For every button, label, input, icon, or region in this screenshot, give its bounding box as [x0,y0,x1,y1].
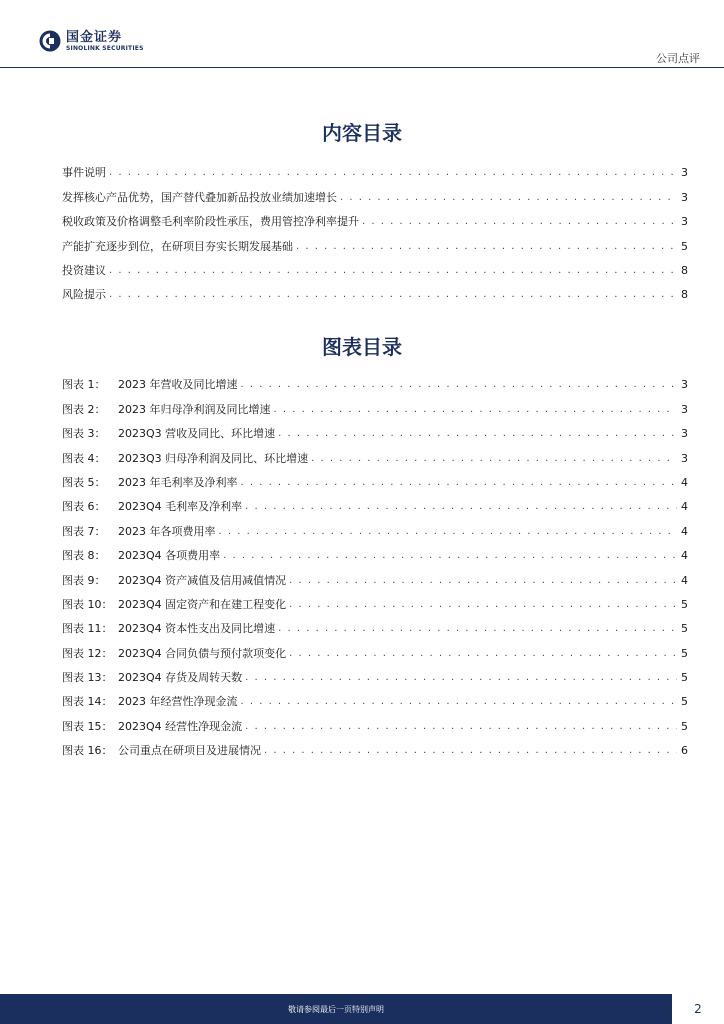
toc-entry-page: 6 [681,744,688,758]
toc-entry-number: 图表 8： [62,549,106,563]
toc-entry[interactable] [62,254,688,278]
toc-entry[interactable] [62,180,688,204]
toc-entry-page: 5 [681,671,688,685]
toc-leader-dots [296,242,677,252]
figures-list [62,368,688,758]
toc-entry-label [62,191,337,205]
toc-entry-page: 4 [681,475,688,489]
toc-entry[interactable] [62,490,688,514]
toc-leader-dots [311,454,677,464]
toc-entry-label [62,549,220,563]
toc-entry-text: 2023 年经营性净现金流 [118,695,238,709]
header-divider [0,67,724,68]
toc-entry-label [62,695,238,709]
figures-title: 图表目录 [322,335,402,359]
toc-entry-label [62,403,271,417]
toc-entry-text: 2023Q3 归母净利润及同比、环比增速 [118,451,309,465]
toc-entry-label [62,264,106,278]
toc-entry-page: 4 [681,524,688,538]
toc-entry[interactable] [62,514,688,538]
toc-entry-text: 2023Q4 毛利率及净利率 [118,500,243,514]
contents-list [62,156,688,302]
contents-title: 内容目录 [322,121,402,145]
toc-entry-page: 3 [681,166,688,180]
toc-leader-dots [223,551,677,561]
toc-entry-page: 3 [681,427,688,441]
toc-leader-dots [289,649,677,659]
toc-leader-dots [109,266,677,276]
toc-leader-dots [278,624,677,634]
toc-entry-text: 2023Q4 资产减值及信用减值情况 [118,573,287,587]
toc-entry[interactable] [62,661,688,685]
toc-entry-text: 2023Q4 存货及周转天数 [118,671,243,685]
toc-entry-text: 2023Q3 营收及同比、环比增速 [118,427,276,441]
toc-leader-dots [264,746,677,756]
toc-entry-label [62,671,242,685]
toc-entry-label [62,378,238,392]
toc-entry-page: 5 [681,646,688,660]
toc-entry-text: 2023Q4 资本性支出及同比增速 [118,622,276,636]
toc-entry-label [62,288,106,302]
toc-entry-text: 事件说明 [62,166,106,180]
toc-entry[interactable] [62,709,688,733]
toc-entry-number: 图表 15： [62,719,113,733]
toc-entry-page: 8 [681,263,688,277]
toc-entry[interactable] [62,636,688,660]
toc-entry[interactable] [62,685,688,709]
toc-entry-page: 4 [681,500,688,514]
toc-entry-page: 3 [681,402,688,416]
toc-entry-page: 4 [681,573,688,587]
toc-leader-dots [289,576,677,586]
footer-notice: 敬请参阅最后一页特别声明 [0,994,672,1024]
toc-entry-label [62,720,242,734]
toc-entry-page: 3 [681,215,688,229]
toc-leader-dots [340,193,677,203]
toc-leader-dots [241,380,678,390]
toc-entry-number: 图表 1： [62,378,106,392]
toc-entry-text: 2023 年归母净利润及同比增速 [118,402,271,416]
toc-entry-label [62,452,308,466]
toc-entry-number: 图表 6： [62,500,106,514]
toc-entry[interactable] [62,417,688,441]
toc-entry-text: 风险提示 [62,288,106,302]
toc-entry-text: 公司重点在研项目及进展情况 [118,744,261,758]
toc-entry-number: 图表 9： [62,573,106,587]
toc-entry-label [62,525,216,539]
toc-entry[interactable] [62,392,688,416]
toc-entry-number: 图表 7： [62,524,106,538]
toc-leader-dots [241,697,678,707]
toc-entry[interactable] [62,612,688,636]
toc-entry-page: 3 [681,190,688,204]
toc-entry[interactable] [62,539,688,563]
toc-leader-dots [241,478,678,488]
toc-entry-label [62,215,359,229]
toc-entry-page: 3 [681,378,688,392]
toc-leader-dots [289,600,677,610]
toc-entry[interactable] [62,441,688,465]
toc-entry[interactable] [62,205,688,229]
toc-entry-number: 图表 3： [62,427,106,441]
page-footer [0,994,724,1024]
toc-entry-label [62,744,261,758]
page-header [0,0,724,70]
toc-entry-page: 5 [681,622,688,636]
toc-entry-number: 图表 11： [62,622,113,636]
toc-entry-label [62,427,275,441]
toc-leader-dots [245,502,677,512]
toc-entry[interactable] [62,156,688,180]
toc-entry-text: 发挥核心产品优势，国产替代叠加新品投放业绩加速增长 [62,190,337,204]
toc-entry-text: 2023Q4 各项费用率 [118,549,221,563]
toc-leader-dots [109,168,677,178]
toc-entry[interactable] [62,734,688,758]
toc-entry-label [62,476,238,490]
toc-entry-page: 5 [681,597,688,611]
toc-entry[interactable] [62,588,688,612]
toc-entry[interactable] [62,229,688,253]
toc-entry-number: 图表 13： [62,671,113,685]
toc-entry-number: 图表 14： [62,695,113,709]
toc-entry-page: 8 [681,288,688,302]
toc-entry-label [62,166,106,180]
toc-entry-page: 4 [681,549,688,563]
toc-entry-text: 2023 年营收及同比增速 [118,378,238,392]
brand-logo [39,30,144,52]
brand-name-cn: 国金证券 [66,29,123,45]
toc-entry-text: 2023Q4 合同负债与预付款项变化 [118,646,287,660]
toc-entry-text: 税收政策及价格调整毛利率阶段性承压，费用管控净利率提升 [62,215,359,229]
toc-entry-text: 2023Q4 固定资产和在建工程变化 [118,597,287,611]
toc-entry-number: 图表 16： [62,744,113,758]
toc-entry-number: 图表 4： [62,451,106,465]
toc-entry-label [62,574,286,588]
toc-entry-text: 2023 年各项费用率 [118,524,216,538]
page-number: 2 [694,1002,702,1016]
toc-entry-text: 2023 年毛利率及净利率 [118,475,238,489]
toc-entry-text: 产能扩充逐步到位，在研项目夯实长期发展基础 [62,239,293,253]
toc-entry-page: 3 [681,451,688,465]
toc-entry[interactable] [62,466,688,490]
toc-entry[interactable] [62,278,688,302]
sinolink-logo-icon [39,30,61,52]
toc-leader-dots [219,527,678,537]
toc-leader-dots [362,217,677,227]
toc-entry-number: 图表 2： [62,402,106,416]
toc-entry-label [62,647,286,661]
toc-entry-number: 图表 5： [62,475,106,489]
toc-leader-dots [274,405,678,415]
toc-entry-label [62,500,242,514]
toc-entry-label [62,598,286,612]
toc-entry[interactable] [62,368,688,392]
toc-entry-text: 2023Q4 经营性净现金流 [118,719,243,733]
toc-entry-number: 图表 10： [62,597,113,611]
toc-entry-text: 投资建议 [62,263,106,277]
report-type-label: 公司点评 [656,52,700,65]
toc-entry-number: 图表 12： [62,646,113,660]
toc-leader-dots [278,429,677,439]
brand-name-en: SINOLINK SECURITIES [66,44,144,52]
toc-leader-dots [245,722,677,732]
toc-entry-label [62,622,275,636]
toc-leader-dots [245,673,677,683]
toc-entry-page: 5 [681,719,688,733]
toc-entry-label [62,240,293,254]
toc-leader-dots [109,290,677,300]
toc-entry[interactable] [62,563,688,587]
toc-entry-page: 5 [681,239,688,253]
toc-entry-page: 5 [681,695,688,709]
